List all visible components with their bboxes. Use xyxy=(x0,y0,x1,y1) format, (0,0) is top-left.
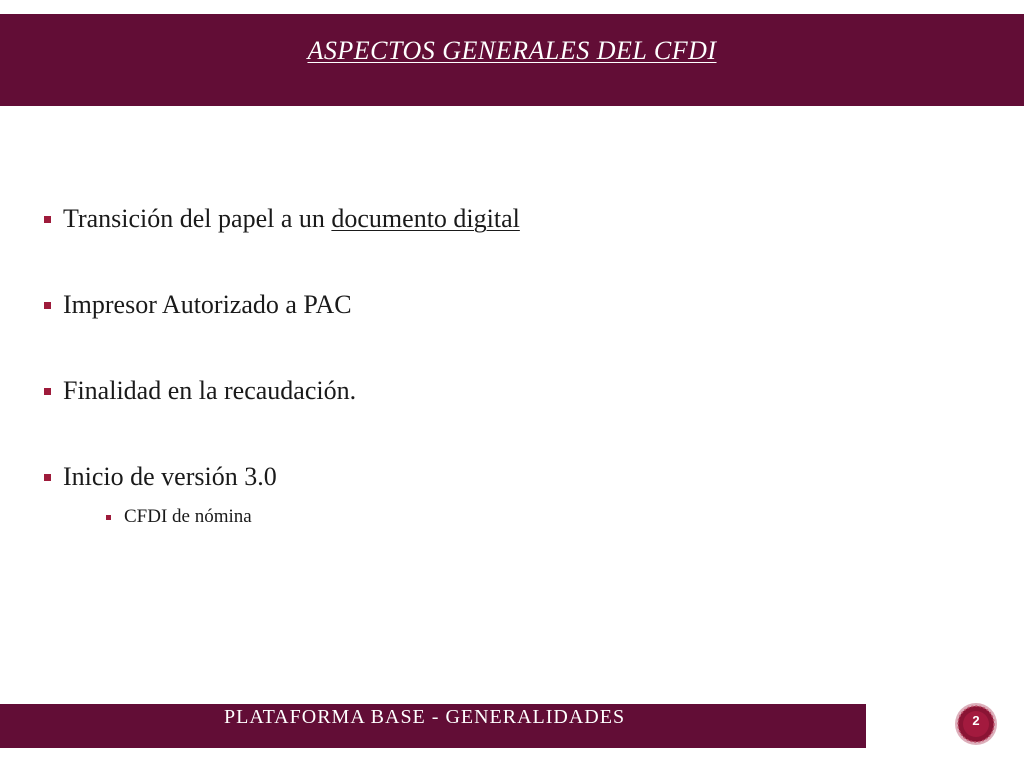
square-sub-bullet-icon xyxy=(106,515,111,520)
sub-bullet-item-1 xyxy=(106,506,252,528)
footer-text: PLATAFORMA BASE - GENERALIDADES xyxy=(224,706,626,728)
bullet-2-text: Impresor Autorizado a PAC xyxy=(63,290,352,319)
bullet-item-2 xyxy=(44,290,352,320)
bullet-4-text: Inicio de versión 3.0 xyxy=(63,462,277,491)
bullet-1-text: Transición del papel a un xyxy=(63,204,332,233)
bullet-1-underlined-text: documento digital xyxy=(331,204,520,233)
square-bullet-icon xyxy=(44,302,51,309)
bullet-item-3 xyxy=(44,376,356,406)
bullet-item-1 xyxy=(44,204,520,234)
square-bullet-icon xyxy=(44,388,51,395)
square-bullet-icon xyxy=(44,216,51,223)
bullet-3-text: Finalidad en la recaudación. xyxy=(63,376,357,405)
sub-bullet-1-text: CFDI de nómina xyxy=(124,506,252,527)
square-bullet-icon xyxy=(44,474,51,481)
page-number: 2 xyxy=(972,713,980,728)
slide-title: ASPECTOS GENERALES DEL CFDI xyxy=(307,36,717,65)
bullet-item-4 xyxy=(44,462,277,492)
